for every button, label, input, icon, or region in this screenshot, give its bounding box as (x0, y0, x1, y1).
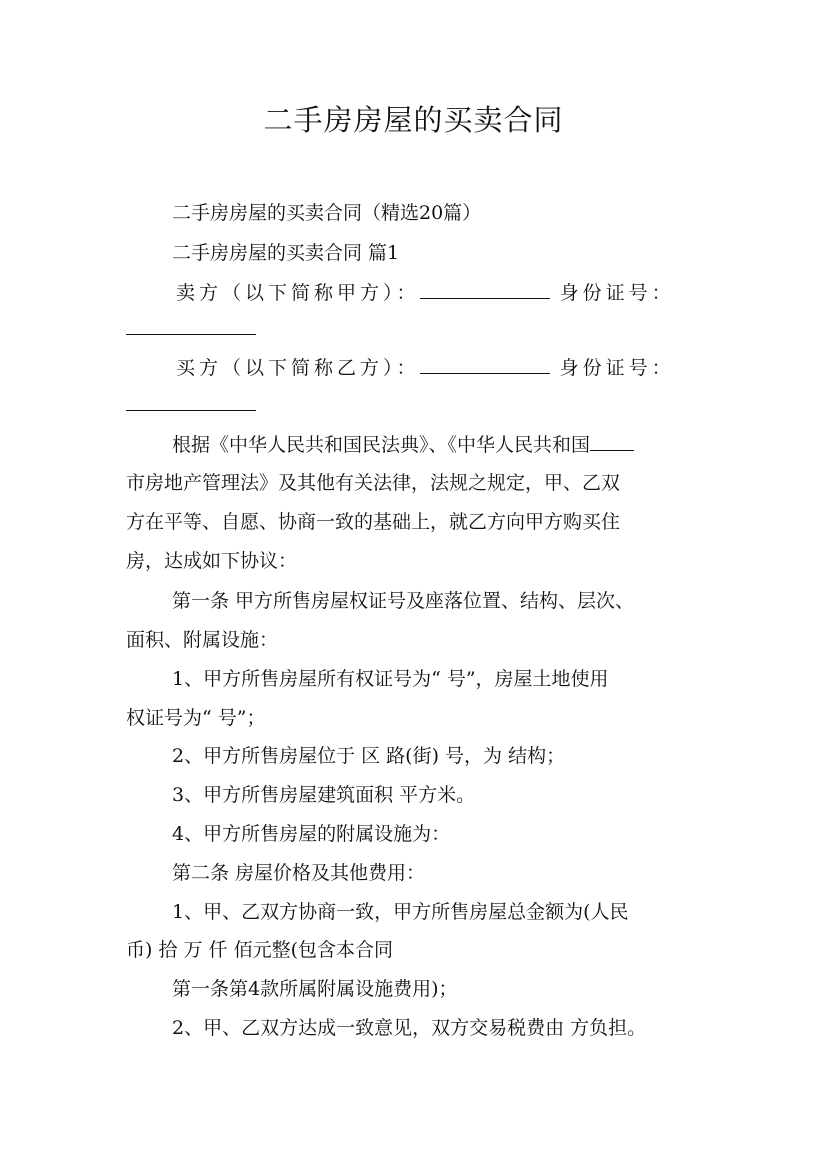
document-title: 二手房房屋的买卖合同 (263, 103, 564, 137)
buyer-id-label: 身份证号： (559, 357, 675, 379)
buyer-id-blank (126, 410, 256, 411)
intro-line-1 (172, 432, 634, 458)
clause1-1-line-2: 权证号为“ 号”； (126, 707, 266, 729)
article1-line-1: 第一条 甲方所售房屋权证号及座落位置、结构、层次、 (172, 590, 635, 612)
clause2-1-line-2: 币) 拾 万 仟 佰元整(包含本合同 (126, 939, 393, 961)
article2: 第二条 房屋价格及其他费用： (172, 862, 426, 884)
clause2-1-line-3: 第一条第4款所属附属设施费用)； (172, 978, 458, 1000)
seller-id-blank (126, 334, 256, 335)
seller-label: 卖方（以下简称甲方）： (176, 282, 420, 304)
clause1-1-line-1: 1、甲方所售房屋所有权证号为“ 号”，房屋土地使用 (172, 668, 609, 690)
buyer-name-blank (420, 355, 550, 374)
seller-id-label: 身份证号： (559, 282, 675, 304)
clause1-4: 4、甲方所售房屋的附属设施为： (172, 823, 451, 845)
subtitle: 二手房房屋的买卖合同（精选20篇） (172, 202, 482, 224)
buyer-line (176, 355, 675, 381)
intro-line-4: 房，达成如下协议： (126, 550, 298, 572)
buyer-label: 买方（以下简称乙方）： (176, 357, 420, 379)
clause1-2: 2、甲方所售房屋位于 区 路(街) 号，为 结构； (172, 745, 566, 767)
intro-text-1: 根据《中华人民共和国民法典》、《中华人民共和国 (172, 434, 591, 456)
intro-line-2: 市房地产管理法》及其他有关法律，法规之规定，甲、乙双 (126, 472, 621, 494)
clause2-1-line-1: 1、甲、乙双方协商一致，甲方所售房屋总金额为(人民 (172, 901, 629, 923)
seller-line (176, 280, 675, 306)
intro-line-3: 方在平等、自愿、协商一致的基础上，就乙方向甲方购买住 (126, 511, 621, 533)
city-blank (590, 432, 634, 451)
clause1-3: 3、甲方所售房屋建筑面积 平方米。 (172, 784, 476, 806)
seller-name-blank (420, 280, 550, 299)
article1-line-2: 面积、附属设施： (126, 629, 279, 651)
section-heading: 二手房房屋的买卖合同 篇1 (172, 242, 400, 264)
clause2-2: 2、甲、乙双方达成一致意见，双方交易税费由 方负担。 (172, 1017, 647, 1039)
